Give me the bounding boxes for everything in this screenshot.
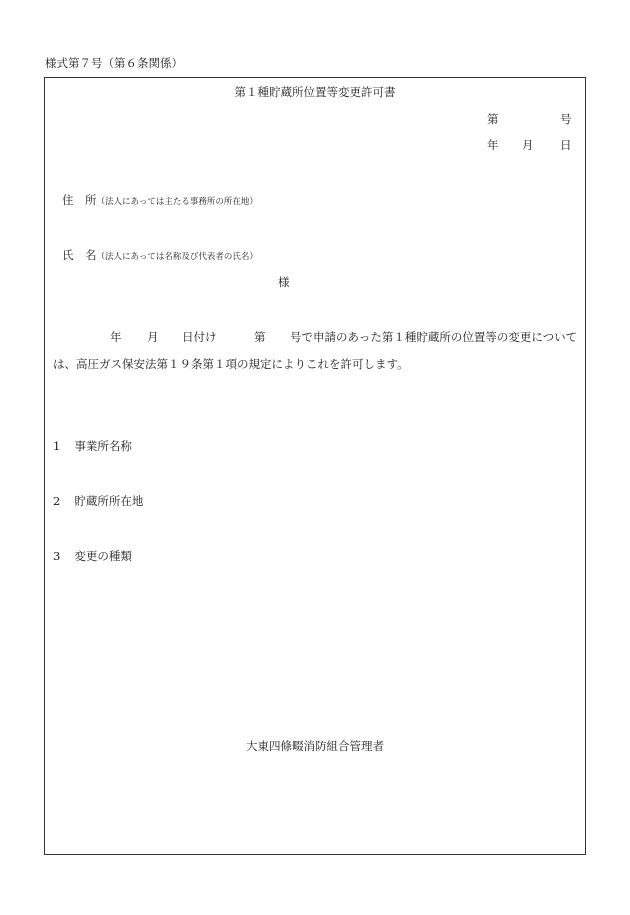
body-line2: は、高圧ガス保安法第１９条第１項の規定によりこれを許可します。 xyxy=(53,357,409,371)
item-2: 2 貯蔵所所在地 xyxy=(53,494,144,508)
name-label: 氏 名（法人にあっては名称及び代表者の氏名） xyxy=(62,248,258,262)
number-dai: 第 xyxy=(487,112,499,126)
honorific: 様 xyxy=(278,275,290,289)
document-title: 第１種貯蔵所位置等変更許可書 xyxy=(234,85,396,99)
date-year: 年 xyxy=(487,138,499,152)
name-note: （法人にあっては名称及び代表者の氏名） xyxy=(96,252,258,262)
address-note: （法人にあっては主たる事務所の所在地） xyxy=(96,197,258,207)
address-label: 住 所（法人にあっては主たる事務所の所在地） xyxy=(62,193,258,207)
issuer-name: 大東四條畷消防組合管理者 xyxy=(246,739,384,753)
date-month: 月 xyxy=(522,138,534,152)
body-hizuke: 日付け xyxy=(182,330,217,344)
date-day: 日 xyxy=(560,138,572,152)
form-number-label: 様式第７号（第６条関係） xyxy=(45,56,183,70)
item-3: 3 変更の種類 xyxy=(53,549,132,563)
body-dai: 第 xyxy=(254,330,266,344)
body-month: 月 xyxy=(147,330,159,344)
body-rest-line1: 号で申請のあった第１種貯蔵所の位置等の変更について xyxy=(290,330,578,344)
body-year: 年 xyxy=(110,330,122,344)
number-go: 号 xyxy=(560,112,572,126)
item-1: 1 事業所名称 xyxy=(53,439,132,453)
